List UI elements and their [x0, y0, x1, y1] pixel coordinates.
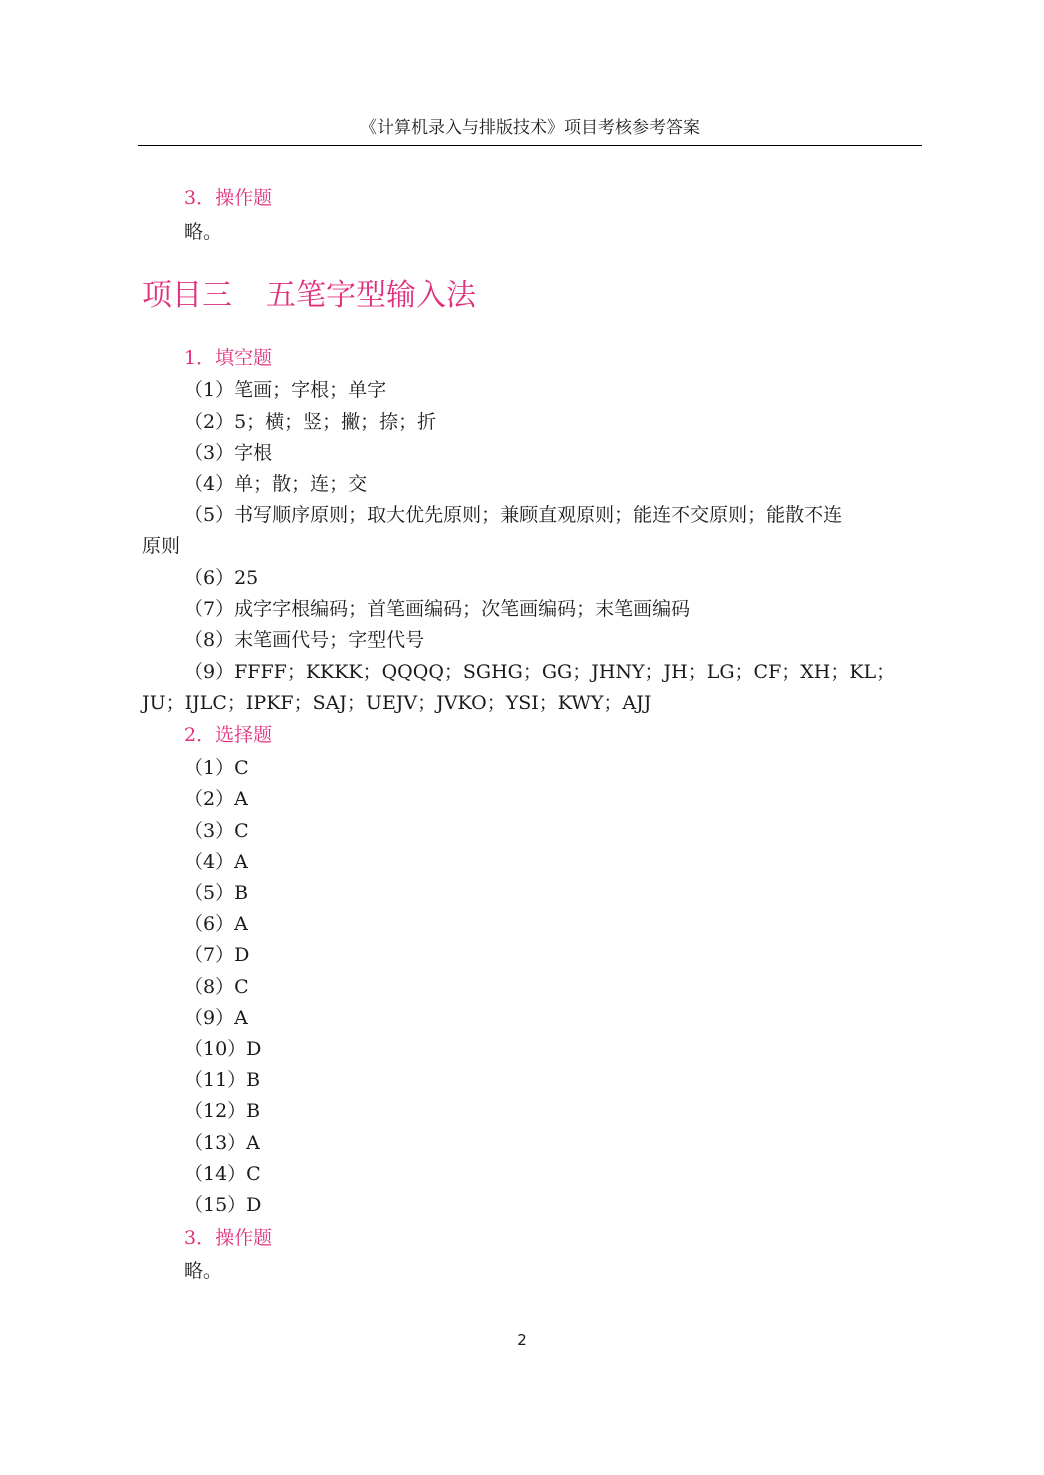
choice-answer: （6）A: [184, 913, 248, 935]
prev-operation-heading: 3．操作题: [184, 187, 273, 209]
choice-answer: （11）B: [184, 1069, 261, 1091]
prev-operation-body: 略。: [184, 221, 223, 243]
operation-body: 略。: [184, 1260, 223, 1282]
fill-blank-heading: 1．填空题: [184, 347, 273, 369]
fill-blank-line: （2）5；横；竖；撇；捺；折: [184, 411, 437, 433]
fill-blank-line: 原则: [142, 535, 181, 557]
choice-answer: （12）B: [184, 1100, 261, 1122]
fill-blank-line: （6）25: [184, 567, 259, 589]
choice-heading: 2．选择题: [184, 724, 273, 746]
choice-answer: （4）A: [184, 851, 248, 873]
fill-blank-line: （4）单；散；连；交: [184, 473, 368, 495]
choice-answer: （3）C: [184, 820, 249, 842]
choice-answer: （1）C: [184, 757, 249, 779]
choice-answer: （2）A: [184, 788, 248, 810]
choice-answer: （9）A: [184, 1007, 248, 1029]
project-number: 项目三: [142, 278, 232, 313]
fill-blank-line: （8）末笔画代号；字型代号: [184, 629, 425, 651]
choice-answer: （5）B: [184, 882, 249, 904]
fill-blank-line: （5）书写顺序原则；取大优先原则；兼顾直观原则；能连不交原则；能散不连: [184, 504, 843, 526]
choice-answer: （13）A: [184, 1132, 260, 1154]
project-name: 五笔字型输入法: [266, 278, 476, 313]
project-title: [142, 274, 476, 318]
fill-blank-line: （7）成字字根编码；首笔画编码；次笔画编码；末笔画编码: [184, 598, 691, 620]
choice-answer: （15）D: [184, 1194, 262, 1216]
choice-answer: （7）D: [184, 944, 250, 966]
choice-answer: （8）C: [184, 976, 249, 998]
choice-answer: （14）C: [184, 1163, 261, 1185]
running-header: 《计算机录入与排版技术》项目考核参考答案: [360, 118, 700, 138]
header-rule: [138, 145, 922, 146]
operation-heading: 3．操作题: [184, 1227, 273, 1249]
fill-blank-line: （9）FFFF；KKKK；QQQQ；SGHG；GG；JHNY；JH；LG；CF；XH；KL；: [184, 661, 896, 683]
fill-blank-line: JU；IJLC；IPKF；SAJ；UEJV；JVKO；YSI；KWY；AJJ: [142, 692, 652, 714]
fill-blank-line: （1）笔画；字根；单字: [184, 379, 387, 401]
page-number: 2: [517, 1331, 527, 1349]
fill-blank-line: （3）字根: [184, 442, 273, 464]
choice-answer: （10）D: [184, 1038, 262, 1060]
